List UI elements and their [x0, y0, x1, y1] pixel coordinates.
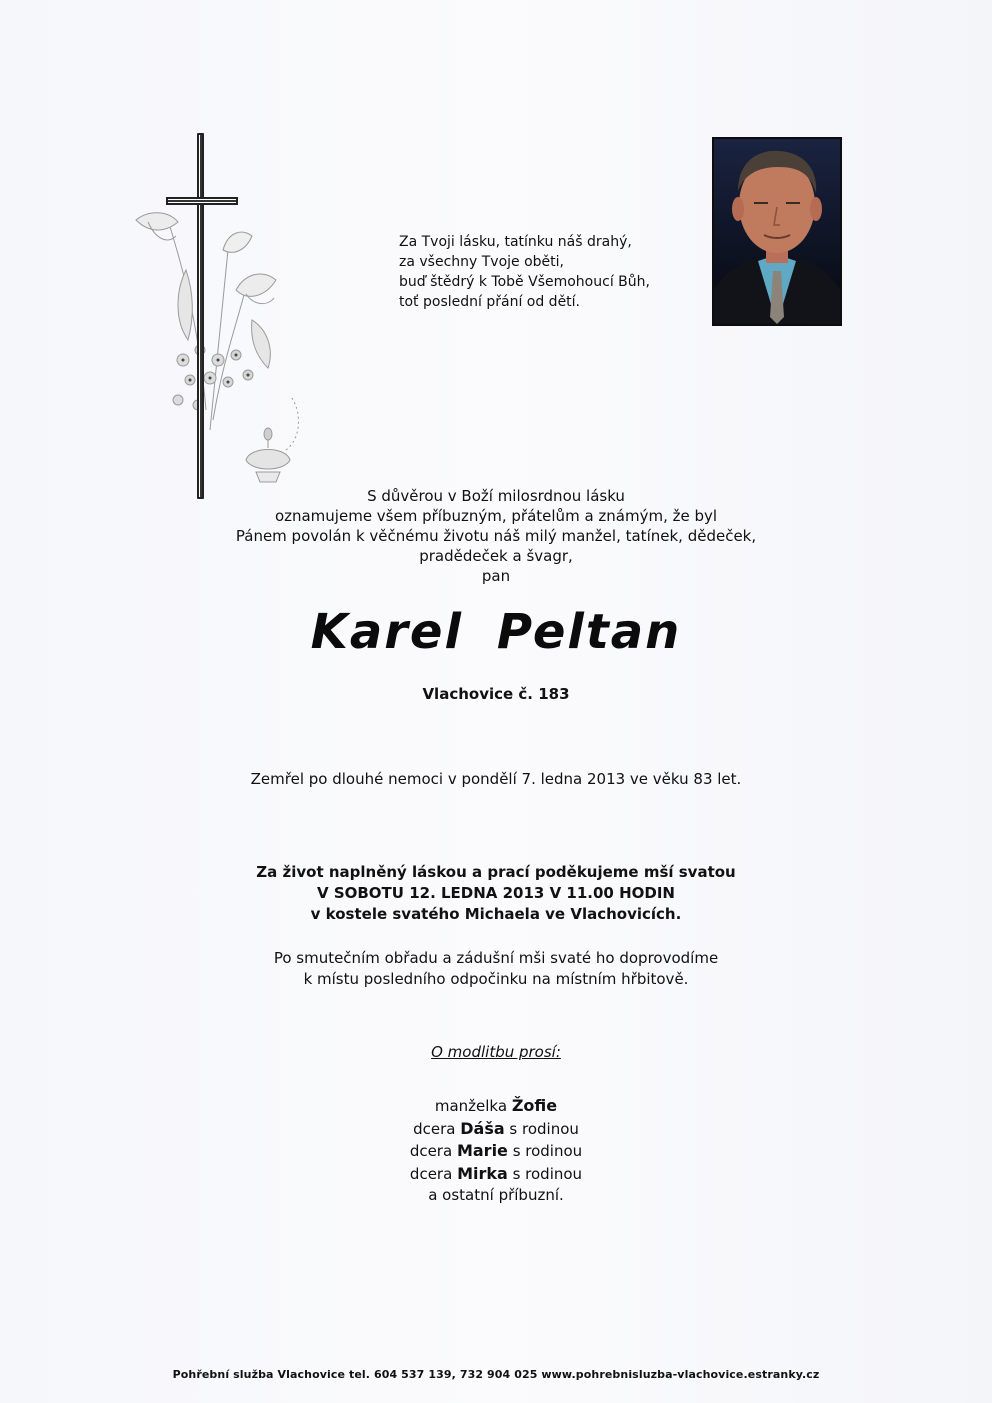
poem-line: buď štědrý k Tobě Všemohoucí Bůh,: [399, 274, 650, 290]
mass-info: [0, 862, 992, 925]
poem-line: za všechny Tvoje oběti,: [399, 254, 564, 270]
burial-info: [0, 948, 992, 990]
mass-line: Za život naplněný láskou a prací poděkujeme mší svatou: [256, 863, 736, 881]
poem-line: toť poslední přání od dětí.: [399, 294, 581, 310]
portrait-icon: [714, 139, 840, 324]
poem-line: Za Tvoji lásku, tatínku náš drahý,: [399, 234, 632, 250]
announcement-line: pan: [481, 567, 511, 585]
prayer-request: O modlitbu prosí:: [431, 1043, 561, 1061]
deceased-name: [0, 604, 992, 660]
mourners-list: [0, 1095, 992, 1207]
announcement-line: pradědeček a švagr,: [419, 547, 573, 565]
cross-horizontal-fill: [168, 200, 236, 202]
mourner-item: dcera Marie s rodinou: [409, 1141, 583, 1160]
cross-flowers-decoration: [128, 130, 318, 510]
last-name: Peltan: [496, 604, 682, 660]
address: Vlachovice č. 183: [422, 685, 570, 703]
burial-line: k místu posledního odpočinku na místním hřbitově.: [303, 970, 689, 988]
first-name: Karel: [310, 604, 463, 660]
announcement-line: oznamujeme všem příbuzným, přátelům a známým, že byl: [274, 507, 718, 525]
cross-vertical-fill: [200, 135, 202, 497]
burial-line: Po smutečním obřadu a zádušní mši svaté ho doprovodíme: [273, 949, 719, 967]
mass-line: v kostele svatého Michaela ve Vlachovicích.: [310, 905, 682, 923]
funeral-service-footer: Pohřební služba Vlachovice tel. 604 537 139, 732 904 025 www.pohrebnisluzba-vlachovice.estranky.cz: [172, 1368, 820, 1381]
mourner-item: dcera Mirka s rodinou: [409, 1163, 583, 1183]
mourner-item: manželka Žofie: [434, 1096, 558, 1115]
announcement-line: Pánem povolán k věčnému životu náš milý manžel, tatínek, dědeček,: [235, 527, 757, 545]
mass-line: V SOBOTU 12. LEDNA 2013 V 11.00 HODIN: [316, 884, 675, 902]
mourner-others: a ostatní příbuzní.: [428, 1186, 564, 1204]
memorial-poem: [399, 232, 679, 312]
announcement-line: S důvěrou v Boží milosrdnou lásku: [367, 487, 625, 505]
death-announcement: [0, 486, 992, 586]
death-notice: Zemřel po dlouhé nemoci v pondělí 7. ledna 2013 ve věku 83 let.: [250, 770, 742, 788]
portrait-photo: [712, 137, 842, 326]
lily-bouquet-icon: [128, 210, 318, 490]
mourner-item: dcera Dáša s rodinou: [413, 1118, 579, 1138]
